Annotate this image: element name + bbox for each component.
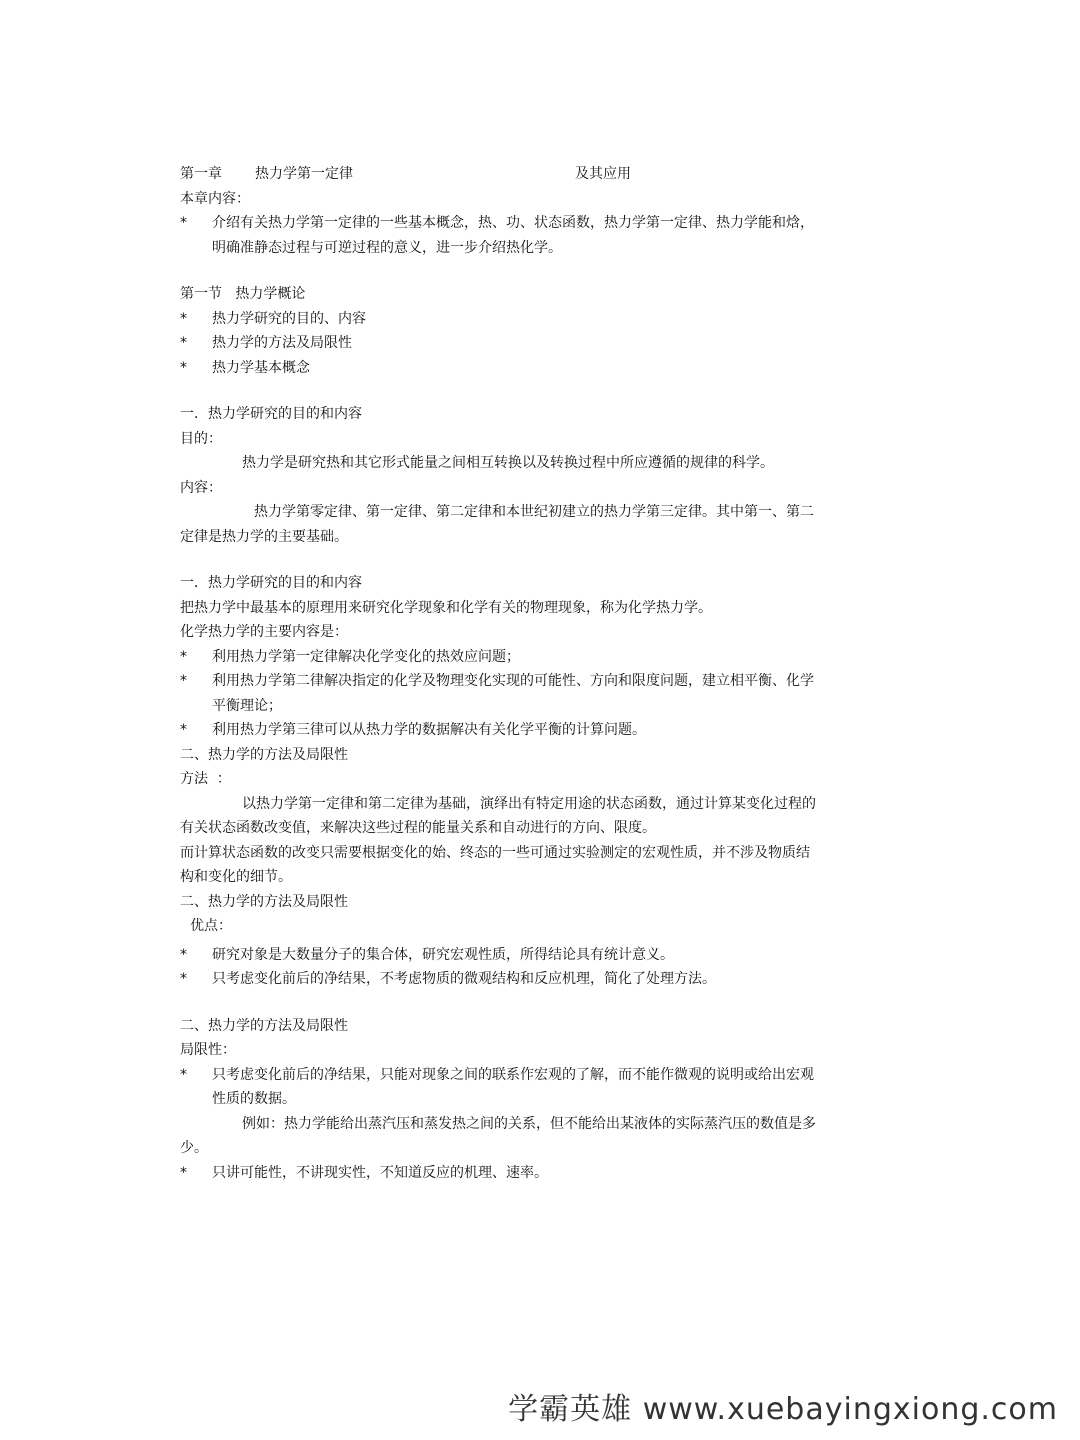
list-item [180,1161,820,1186]
chapter-title-main: 热力学第一定律 [255,166,353,182]
subsection-heading: 二、热力学的方法及局限性 [180,746,348,763]
example-text: 例如：热力学能给出蒸汽压和蒸发热之间的关系，但不能给出某液体的实际蒸汽压的数值是多少。 [180,1115,816,1156]
list-item-text: 只考虑变化前后的净结果，只能对现象之间的联系作宏观的了解，而不能作微观的说明或给出宏观性质的数据。 [212,1066,814,1107]
method-text-continued: 而计算状态函数的改变只需要根据变化的始、终态的一些可通过实验测定的宏观性质，并不涉及物质结构和变化的细节。 [180,844,810,885]
section-heading: 第一节 热力学概论 [180,286,306,302]
list-item-text: 只讲可能性，不讲现实性，不知道反应的机理、速率。 [212,1164,548,1181]
subsection-heading: 二、热力学的方法及局限性 [180,893,348,910]
list-item [180,718,820,743]
paragraph: 化学热力学的主要内容是： [180,624,348,640]
list-item-text: 利用热力学第三律可以从热力学的数据解决有关化学平衡的计算问题。 [212,722,646,738]
bullet-mark: * [180,335,187,351]
list-item [180,1063,820,1112]
list-item-text: 研究对象是大数量分子的集合体，研究宏观性质，所得结论具有统计意义。 [212,946,674,963]
list-item-text: 只考虑变化前后的净结果，不考虑物质的微观结构和反应机理，简化了处理方法。 [212,971,716,987]
method-text: 以热力学第一定律和第二定律为基础，演绎出有特定用途的状态函数，通过计算某变化过程的有关状态函数改变值，来解决这些过程的能量关系和自动进行的方向、限度。 [180,795,816,836]
list-item [180,943,820,968]
list-item-text: 热力学研究的目的、内容 [212,310,366,327]
bullet-mark: * [180,971,187,987]
contents-label: 本章内容： [180,190,250,207]
list-item [180,331,820,356]
list-item-text: 热力学基本概念 [212,359,310,376]
watermark: 学霸英雄 www.xuebayingxiong.com [508,1392,1058,1427]
list-item [180,967,820,992]
list-item [180,307,820,332]
purpose-label: 目的： [180,430,222,447]
content-label: 内容： [180,479,222,496]
list-item-text: 利用热力学第二律解决指定的化学及物理变化实现的可能性、方向和限度问题，建立相平衡、化学平衡理论； [212,673,814,714]
list-item [180,211,820,260]
list-item [180,356,820,381]
bullet-mark: * [180,722,187,738]
bullet-mark: * [180,215,187,231]
list-item-text: 利用热力学第一定律解决化学变化的热效应问题； [212,648,520,665]
contents-text: 介绍有关热力学第一定律的一些基本概念，热、功、状态函数，热力学第一定律、热力学能和焓，明确准静态过程与可逆过程的意义，进一步介绍热化学。 [212,215,814,256]
subsection-heading: 一．热力学研究的目的和内容 [180,575,362,591]
subsection-heading: 一．热力学研究的目的和内容 [180,406,362,422]
document-body [180,162,820,1185]
list-item [180,669,820,718]
method-label: 方法 ： [180,771,231,787]
bullet-mark: * [180,1066,187,1083]
advantages-label: 优点： [190,918,232,934]
subsection-heading: 二、热力学的方法及局限性 [180,1017,348,1034]
chapter-title [180,162,820,187]
bullet-mark: * [180,359,187,376]
limitations-label: 局限性： [180,1042,236,1058]
content-text: 热力学第零定律、第一定律、第二定律和本世纪初建立的热力学第三定律。其中第一、第二定律是热力学的主要基础。 [180,504,814,545]
bullet-mark: * [180,946,187,963]
chapter-title-suffix: 及其应用 [575,166,631,182]
list-item-text: 热力学的方法及局限性 [212,335,352,351]
paragraph: 把热力学中最基本的原理用来研究化学现象和化学有关的物理现象，称为化学热力学。 [180,599,712,616]
bullet-mark: * [180,648,187,665]
purpose-text: 热力学是研究热和其它形式能量之间相互转换以及转换过程中所应遵循的规律的科学。 [242,455,774,471]
bullet-mark: * [180,673,187,689]
bullet-mark: * [180,1164,187,1181]
chapter-number: 第一章 [180,166,222,182]
bullet-mark: * [180,310,187,327]
list-item [180,645,820,670]
